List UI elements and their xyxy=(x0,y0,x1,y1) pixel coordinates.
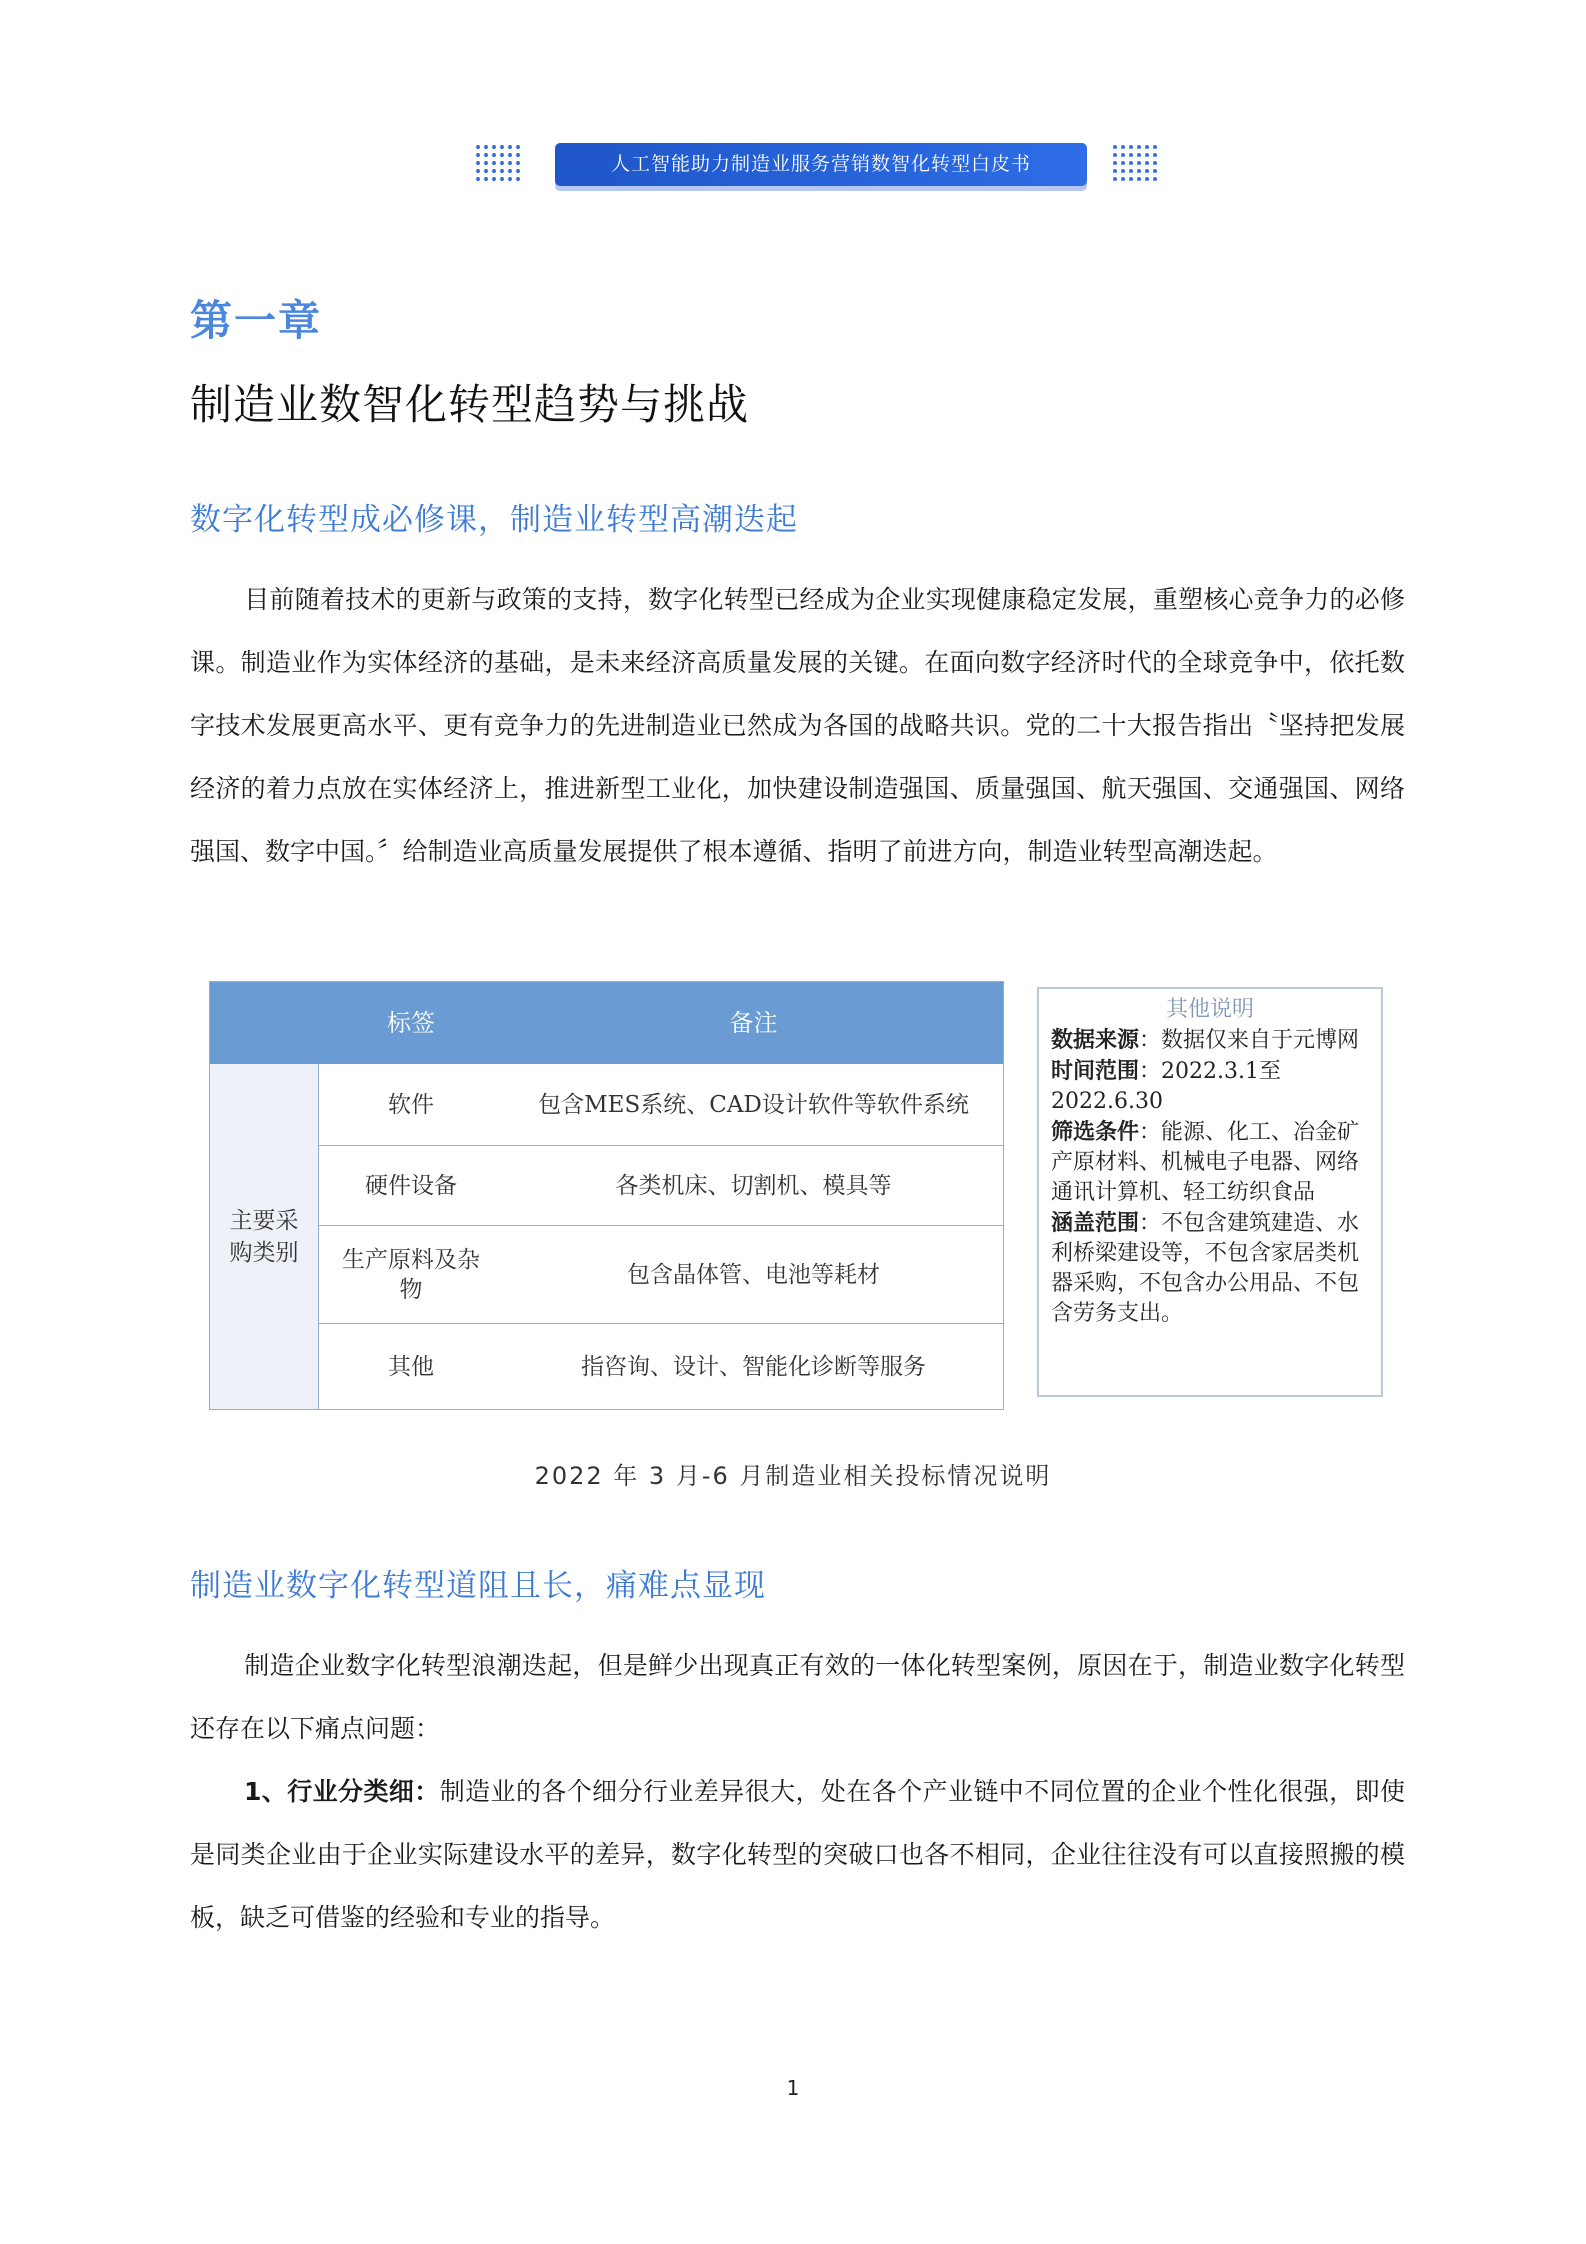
dot xyxy=(484,169,488,173)
dot xyxy=(500,169,504,173)
dot xyxy=(1113,169,1117,173)
dot xyxy=(508,145,512,149)
dot xyxy=(1137,169,1141,173)
notes-value: ：数据仅来自于元博网 xyxy=(1139,1028,1360,1053)
notes-item xyxy=(1051,1025,1369,1056)
dot xyxy=(1153,177,1157,181)
dot xyxy=(476,153,480,157)
dot xyxy=(508,161,512,165)
dot xyxy=(516,153,520,157)
dot xyxy=(492,169,496,173)
dot xyxy=(1129,153,1133,157)
notes-key: 数据来源 xyxy=(1051,1027,1140,1053)
dot xyxy=(476,145,480,149)
dot xyxy=(500,153,504,157)
dot xyxy=(1121,177,1125,181)
notes-value: ：2022.3.1至2022.6.30 xyxy=(1051,1059,1281,1114)
notes-item xyxy=(1051,1117,1369,1208)
notes-key: 涵盖范围 xyxy=(1051,1210,1140,1236)
dot xyxy=(1121,145,1125,149)
dot xyxy=(492,161,496,165)
dot xyxy=(516,169,520,173)
notes-value: ：不包含建筑建造、水利桥梁建设等，不包含家居类机器采购，不包含办公用品、不包含劳务支出。 xyxy=(1051,1211,1360,1326)
dot xyxy=(476,169,480,173)
dot xyxy=(484,145,488,149)
table-cell-label: 软件 xyxy=(388,1091,434,1118)
dot xyxy=(500,145,504,149)
table-row xyxy=(318,1226,1003,1324)
table-cell-label: 生产原料及杂物 xyxy=(342,1246,480,1303)
dot xyxy=(1121,153,1125,157)
table-row xyxy=(318,1146,1003,1226)
section2-heading: 制造业数字化转型道阻且长，痛难点显现 xyxy=(190,1568,766,1604)
table-caption: 2022 年 3 月-6 月制造业相关投标情况说明 xyxy=(534,1462,1052,1490)
dots-decoration-left xyxy=(476,145,526,187)
notes-box xyxy=(1037,987,1383,1397)
dot xyxy=(1153,145,1157,149)
dot xyxy=(1137,153,1141,157)
dots-decoration-right xyxy=(1113,145,1163,187)
table-row xyxy=(318,1064,1003,1146)
section1-paragraph-text: 目前随着技术的更新与政策的支持，数字化转型已经成为企业实现健康稳定发展，重塑核心竞争力的必修课。制造业作为实体经济的基础，是未来经济高质量发展的关键。在面向数字经济时代的全球竞争中，依托数字技术发展更高水平、更有竞争力的先进制造业已然成为各国的战略共识。党的二十大报告指出〝坚持把发展经济的着力点放在实体经济上，推进新型工业化，加快建设制造强国、质量强国、航天强国、交通强国、网络强国、数字中国。〞给制造业高质量发展提供了根本遵循、指明了前进方向，制造业转型高潮迭起。 xyxy=(190,585,1405,866)
page-number: 1 xyxy=(786,2076,800,2100)
dot xyxy=(1153,153,1157,157)
notes-value: ：能源、化工、冶金矿产原材料、机械电子电器、网络通讯计算机、轻工纺织食品 xyxy=(1051,1120,1360,1205)
dot xyxy=(1153,169,1157,173)
dot xyxy=(1129,145,1133,149)
table-cell-label: 硬件设备 xyxy=(365,1172,457,1199)
dot xyxy=(508,153,512,157)
dot xyxy=(1113,153,1117,157)
dot xyxy=(516,177,520,181)
section1-paragraph xyxy=(190,568,1405,883)
header-banner: 人工智能助力制造业服务营销数智化转型白皮书 xyxy=(555,143,1087,186)
dot xyxy=(516,145,520,149)
dot xyxy=(484,153,488,157)
dot xyxy=(508,177,512,181)
dot xyxy=(1145,161,1149,165)
table-cell-note: 指咨询、设计、智能化诊断等服务 xyxy=(581,1353,926,1380)
notes-item xyxy=(1051,1056,1369,1117)
table-group-cell xyxy=(210,1064,319,1409)
dot xyxy=(1121,169,1125,173)
notes-key: 筛选条件 xyxy=(1051,1119,1140,1145)
procurement-table xyxy=(209,981,1004,1410)
section1-heading: 数字化转型成必修课，制造业转型高潮迭起 xyxy=(190,502,798,538)
dot xyxy=(1145,169,1149,173)
dot xyxy=(484,161,488,165)
chapter-title: 制造业数智化转型趋势与挑战 xyxy=(190,380,750,429)
section2-paragraph xyxy=(190,1634,1405,1760)
dot xyxy=(476,161,480,165)
table-row xyxy=(318,1324,1003,1409)
dot xyxy=(492,153,496,157)
dot xyxy=(1137,177,1141,181)
chapter-number: 第一章 xyxy=(190,296,323,345)
dot xyxy=(492,177,496,181)
dot xyxy=(500,161,504,165)
dot xyxy=(1137,161,1141,165)
dot xyxy=(1145,145,1149,149)
table-header-label: 标签 xyxy=(387,1009,435,1037)
dot xyxy=(1129,177,1133,181)
table-cell-note: 包含晶体管、电池等耗材 xyxy=(627,1261,880,1288)
dot xyxy=(1145,153,1149,157)
dot xyxy=(1121,161,1125,165)
dot xyxy=(1153,161,1157,165)
table-header xyxy=(210,982,1003,1064)
dot xyxy=(476,177,480,181)
pain-point-1 xyxy=(190,1760,1405,1949)
dot xyxy=(1137,145,1141,149)
section2-paragraph-text: 制造企业数字化转型浪潮迭起，但是鲜少出现真正有效的一体化转型案例，原因在于，制造业数字化转型还存在以下痛点问题： xyxy=(190,1651,1405,1743)
dot xyxy=(516,161,520,165)
table-cell-note: 包含MES系统、CAD设计软件等软件系统 xyxy=(538,1091,969,1118)
table-header-note: 备注 xyxy=(729,1009,778,1037)
dot xyxy=(500,177,504,181)
dot xyxy=(1145,177,1149,181)
dot xyxy=(1113,177,1117,181)
dot xyxy=(1129,169,1133,173)
table-cell-note: 各类机床、切割机、模具等 xyxy=(615,1172,892,1199)
dot xyxy=(484,177,488,181)
dot xyxy=(1113,161,1117,165)
dot xyxy=(1113,145,1117,149)
dot xyxy=(508,169,512,173)
dot xyxy=(492,145,496,149)
notes-key: 时间范围 xyxy=(1051,1058,1140,1084)
dot xyxy=(1129,161,1133,165)
notes-item xyxy=(1051,1208,1369,1329)
pain-point-1-label: 1、行业分类细： xyxy=(244,1777,440,1806)
page-header xyxy=(0,143,1586,189)
pain-point-1-text: 制造业的各个细分行业差异很大，处在各个产业链中不同位置的企业个性化很强，即使是同类企业由于企业实际建设水平的差异，数字化转型的突破口也各不相同，企业往往没有可以直接照搬的模板，缺乏可借鉴的经验和专业的指导。 xyxy=(190,1777,1405,1932)
table-group-label: 主要采购类别 xyxy=(229,1207,299,1266)
table-cell-label: 其他 xyxy=(388,1353,434,1380)
notes-title: 其他说明 xyxy=(1165,997,1254,1022)
